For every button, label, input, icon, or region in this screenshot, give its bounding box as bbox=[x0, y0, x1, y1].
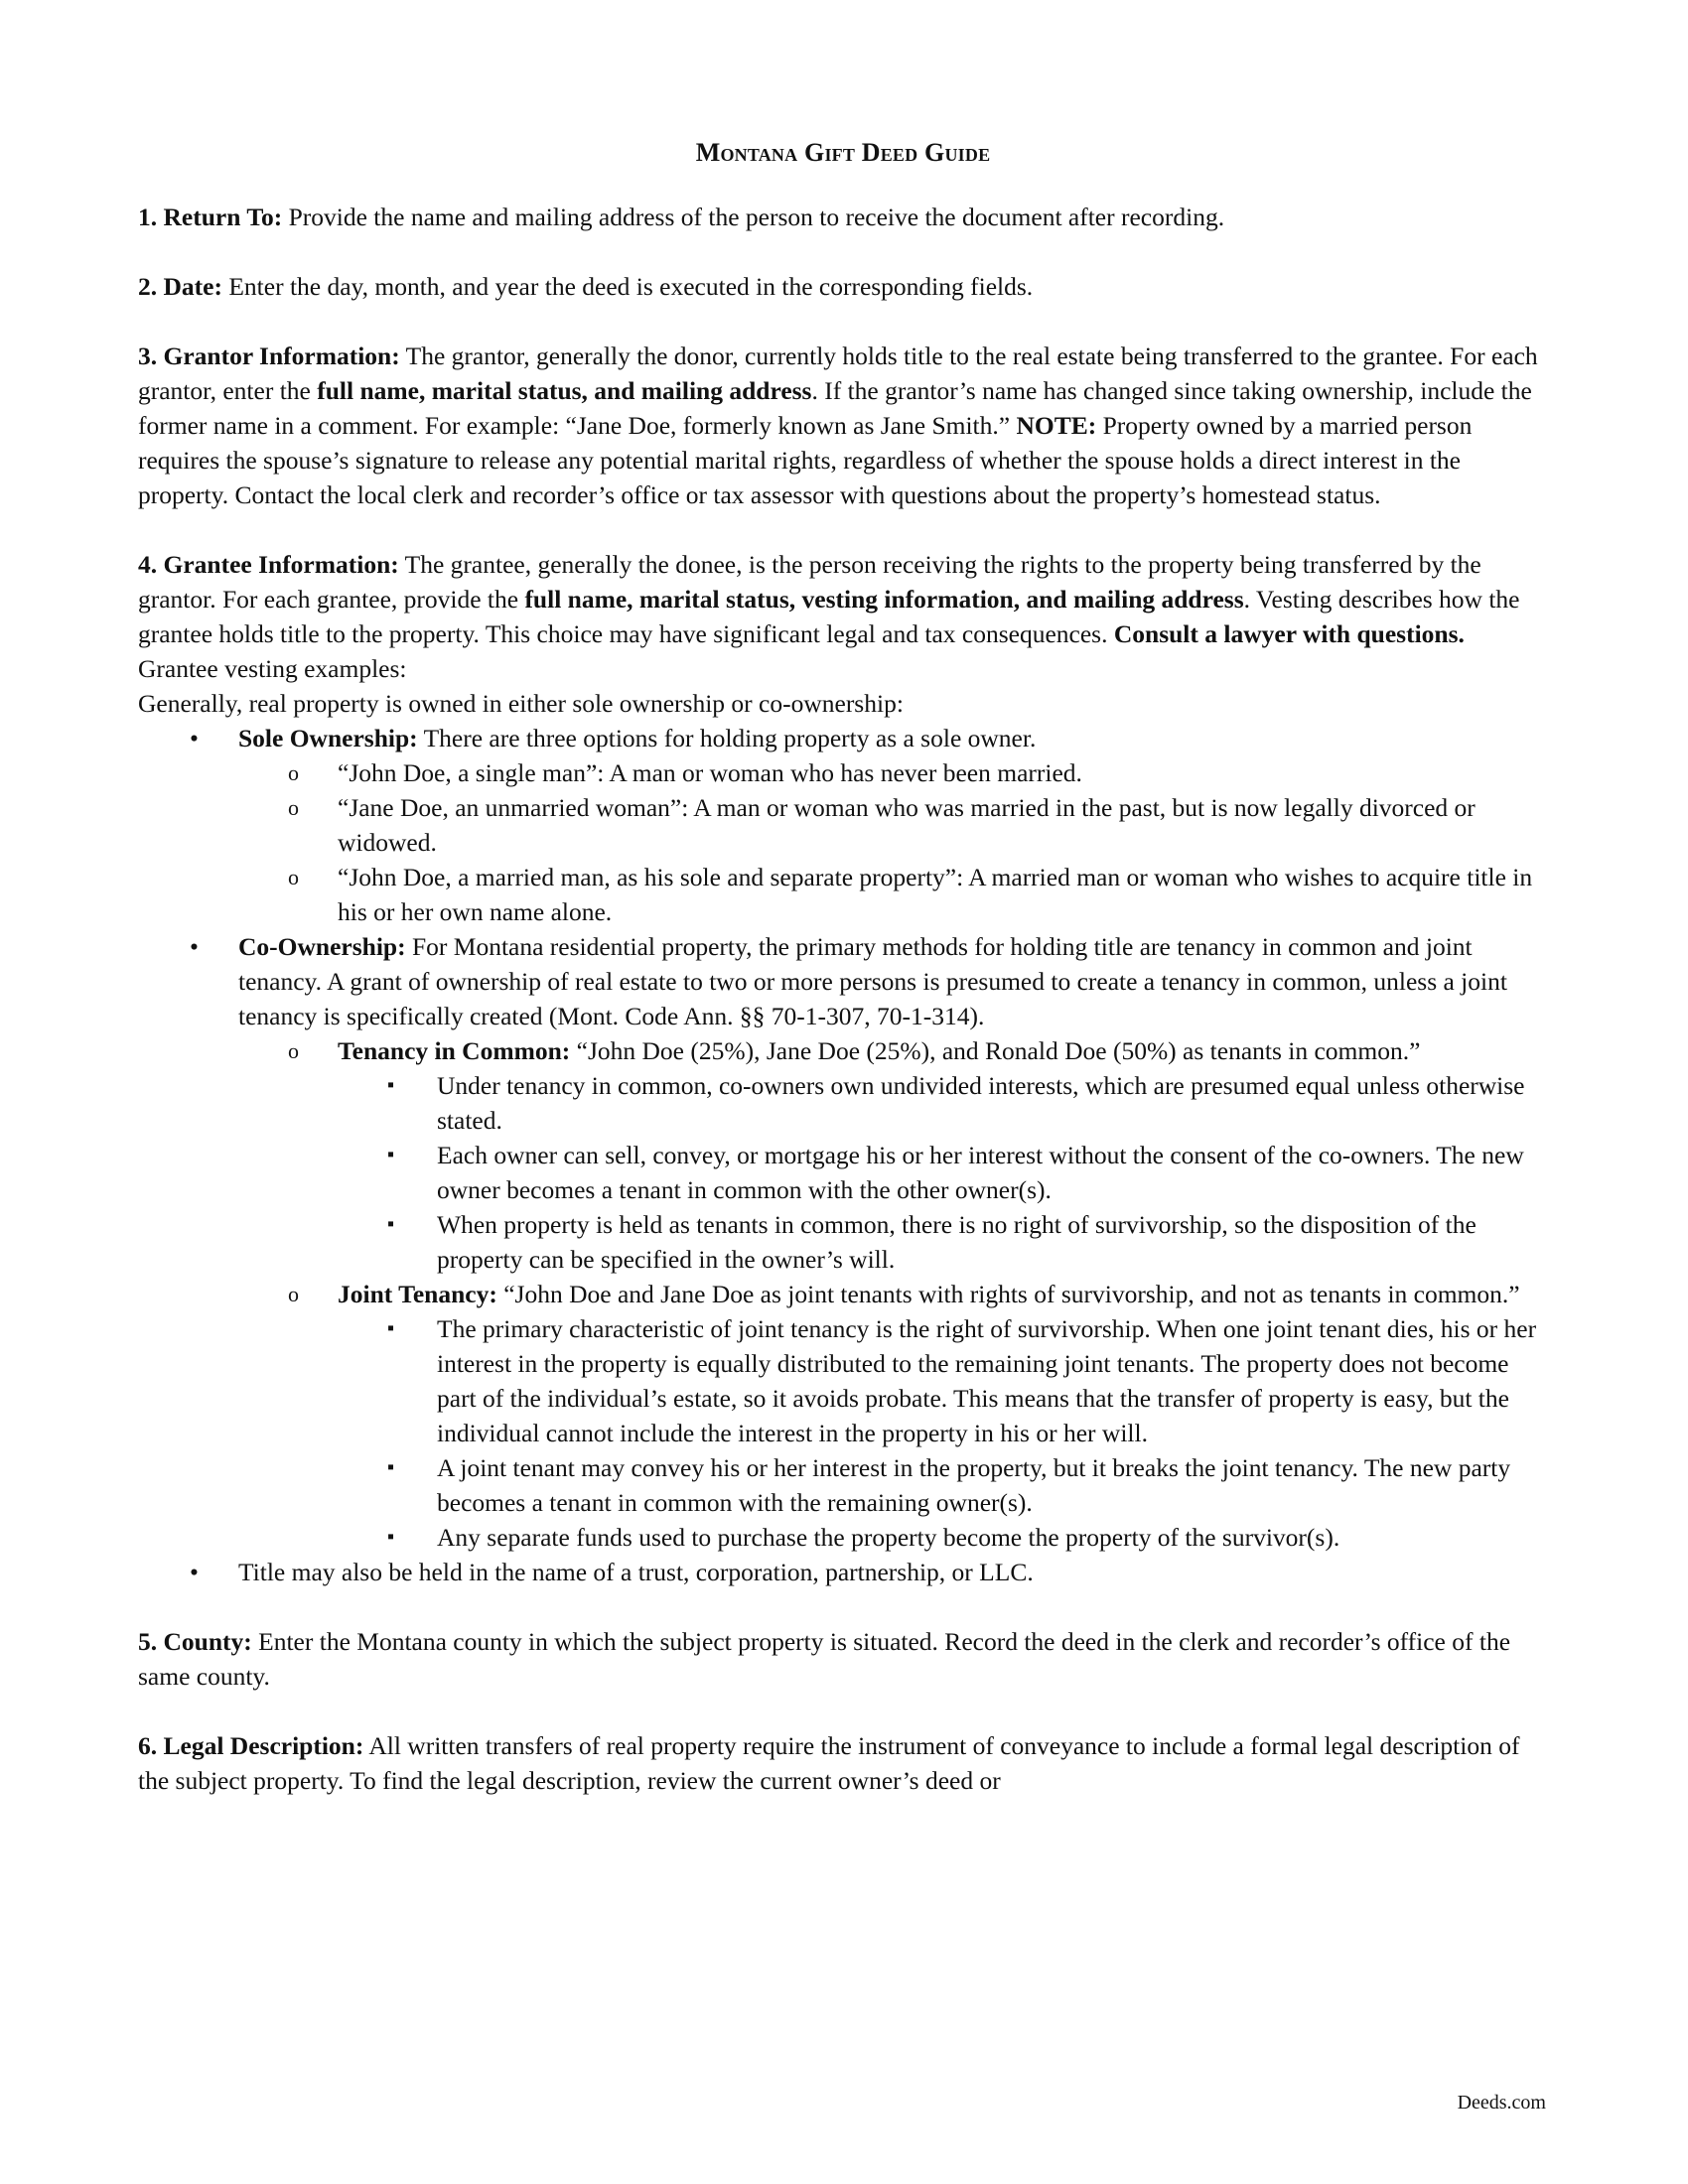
section-return-to bbox=[138, 200, 1548, 234]
section-text: Enter the Montana county in which the subject property is situated. Record the deed in the clerk and recorder’s office of the same county. bbox=[138, 1627, 1511, 1691]
list-item-sole-ownership bbox=[138, 721, 1548, 755]
section-text: . If the grantor’s name has changed since taking ownership, include the former name in a comment. For example: “Jane Doe, formerly known as Jane Smith.” bbox=[138, 376, 1532, 440]
section-text: The grantee, generally the donee, is the person receiving the rights to the property being transferred by the grantor. For each grantee, provide the bbox=[138, 550, 1481, 614]
section-heading: 3. Grantor Information: bbox=[138, 341, 400, 370]
list-item: o “Jane Doe, an unmarried woman”: A man or woman who was married in the past, but is now legally divorced or widowed. bbox=[138, 790, 1548, 860]
section-heading: 4. Grantee Information: bbox=[138, 550, 399, 579]
item-heading: Tenancy in Common: bbox=[338, 1036, 571, 1065]
emphasis-text: Consult a lawyer with questions. bbox=[1113, 619, 1465, 648]
section-text: The grantor, generally the donor, currently holds title to the real estate being transferred to the grantee. For each grantor, enter the bbox=[138, 341, 1538, 405]
list-item-joint-tenancy bbox=[138, 1277, 1548, 1311]
list-item-co-ownership bbox=[138, 929, 1548, 1033]
emphasis-text: full name, marital status, vesting information, and mailing address bbox=[524, 585, 1244, 614]
section-heading: 2. Date: bbox=[138, 272, 222, 301]
page-title: Montana Gift Deed Guide bbox=[695, 138, 991, 167]
section-text: Property owned by a married person requires the spouse’s signature to release any potential marital rights, regardless of whether the spouse holds a direct interest in the property. Contact the local clerk and recorder’s office or tax assessor with questions about the property’s homestead status. bbox=[138, 411, 1473, 509]
list-item: ▪ When property is held as tenants in common, there is no right of survivorship, so the disposition of the property can be specified in the owner’s will. bbox=[138, 1207, 1548, 1277]
section-legal-description bbox=[138, 1728, 1548, 1798]
section-heading: 6. Legal Description: bbox=[138, 1731, 364, 1760]
item-heading: Joint Tenancy: bbox=[338, 1280, 497, 1308]
emphasis-text: full name, marital status, and mailing address bbox=[317, 376, 812, 405]
item-text: For Montana residential property, the primary methods for holding title are tenancy in common and joint tenancy. A grant of ownership of real estate to two or more persons is presumed to create a tenancy in common, unless a joint tenancy is specifically created (Mont. Code Ann. §§ 70-1-307, 70-1-314). bbox=[238, 932, 1507, 1030]
list-item: ▪ Any separate funds used to purchase the property become the property of the survivor(s). bbox=[138, 1520, 1548, 1555]
section-date bbox=[138, 269, 1548, 304]
section-grantor-information bbox=[138, 339, 1548, 512]
footer-brand: Deeds.com bbox=[1457, 2092, 1546, 2114]
document-body bbox=[138, 135, 1548, 1798]
list-item-trust: • Title may also be held in the name of a trust, corporation, partnership, or LLC. bbox=[138, 1555, 1548, 1589]
item-heading: Sole Ownership: bbox=[238, 724, 418, 752]
list-item: ▪ The primary characteristic of joint tenancy is the right of survivorship. When one joint tenant dies, his or her interest in the property is equally distributed to the remaining joint tenants. The property does not become part of the individual’s estate, so it avoids probate. This means that the transfer of property is easy, but the individual cannot include the interest in the property in his or her will. bbox=[138, 1311, 1548, 1450]
list-item: ▪ Under tenancy in common, co-owners own undivided interests, which are presumed equal unless otherwise stated. bbox=[138, 1068, 1548, 1138]
item-heading: Co-Ownership: bbox=[238, 932, 406, 961]
section-text: Enter the day, month, and year the deed is executed in the corresponding fields. bbox=[221, 272, 1034, 301]
list-item: ▪ Each owner can sell, convey, or mortgage his or her interest without the consent of the co-owners. The new owner becomes a tenant in common with the other owner(s). bbox=[138, 1138, 1548, 1207]
section-heading: 1. Return To: bbox=[138, 203, 283, 231]
list-item: o “John Doe, a married man, as his sole and separate property”: A married man or woman who wishes to acquire title in his or her own name alone. bbox=[138, 860, 1548, 929]
list-item: o “John Doe, a single man”: A man or woman who has never been married. bbox=[138, 755, 1548, 790]
section-county bbox=[138, 1624, 1548, 1694]
section-text: All written transfers of real property require the instrument of conveyance to include a formal legal description of the subject property. To find the legal description, review the current owner’s deed or bbox=[138, 1731, 1520, 1795]
section-text: . Vesting describes how the grantee holds title to the property. This choice may have significant legal and tax consequences. bbox=[138, 585, 1520, 648]
section-text: Provide the name and mailing address of the person to receive the document after recording. bbox=[282, 203, 1225, 231]
ownership-intro: Generally, real property is owned in either sole ownership or co-ownership: bbox=[138, 689, 904, 718]
item-text: There are three options for holding property as a sole owner. bbox=[417, 724, 1037, 752]
vesting-examples-label: Grantee vesting examples: bbox=[138, 654, 407, 683]
note-label: NOTE: bbox=[1016, 411, 1097, 440]
list-item-tenancy-in-common bbox=[138, 1033, 1548, 1068]
grantee-intro bbox=[138, 547, 1548, 651]
section-heading: 5. County: bbox=[138, 1627, 252, 1656]
ownership-list bbox=[138, 721, 1548, 1589]
item-text: “John Doe (25%), Jane Doe (25%), and Ronald Doe (50%) as tenants in common.” bbox=[570, 1036, 1421, 1065]
item-text: “John Doe and Jane Doe as joint tenants with rights of survivorship, and not as tenants in common.” bbox=[496, 1280, 1520, 1308]
list-item: ▪ A joint tenant may convey his or her interest in the property, but it breaks the joint tenancy. The new party becomes a tenant in common with the remaining owner(s). bbox=[138, 1450, 1548, 1520]
section-grantee-information bbox=[138, 547, 1548, 1589]
